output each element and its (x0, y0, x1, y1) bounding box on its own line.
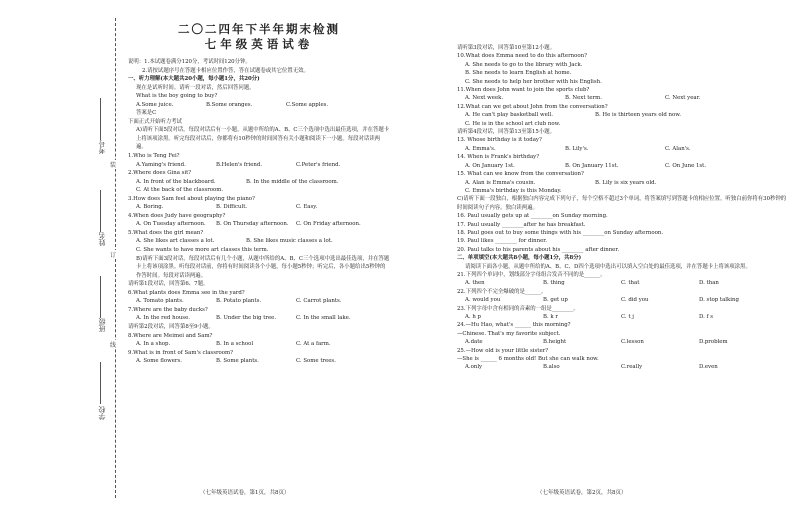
options-row (128, 203, 390, 212)
option: D. f s (699, 314, 714, 320)
option: B. k r (543, 314, 558, 320)
options-row (128, 237, 390, 246)
text-line: C. She needs to help her brother with his English. (465, 78, 602, 85)
question-text: 3.How does Sam feel about playing the piano? (128, 195, 255, 202)
option: D.problem (699, 339, 728, 346)
class-label: 班级 (98, 318, 106, 332)
text-line: 24.—Hu Hao, what's ______ this morning? (457, 322, 571, 329)
text-line: 17. Paul usually ________after he has breakfast. (457, 221, 586, 228)
option: A. Boring. (136, 204, 164, 211)
option: A. In a shop. (136, 341, 171, 348)
text-line: 13. Whose birthday is it today? (457, 137, 542, 144)
exam-subtitle: 七年级英语试卷 (204, 37, 314, 51)
option: C. Some trees. (296, 358, 336, 365)
option: C. At the back of the classroom. (136, 187, 224, 194)
conversation-heading: 请听第1段对话，回答第6、7题。 (128, 281, 209, 288)
option: B.Helen's friend. (216, 161, 263, 168)
option: B.height (543, 339, 567, 346)
option: A. Next week. (465, 95, 504, 102)
conversation-heading: 请听第2段对话，回答第8至9小题。 (128, 323, 214, 330)
text-line: 12.What can we get about John from the conversation? (457, 103, 608, 110)
options-row (128, 340, 390, 349)
option: B. She likes music classes a lot. (246, 238, 333, 245)
options-row (457, 296, 787, 304)
options-row (457, 111, 787, 119)
example-question: What is the boy going to buy? (136, 93, 218, 100)
question-text: 8.Where are Meimei and Sam? (128, 332, 213, 339)
option: C.really (621, 364, 643, 371)
page-footer: （七年级英语试卷，第1页，共8页） (200, 490, 290, 496)
name-label: 姓名 (98, 232, 106, 246)
option: C. t j (621, 314, 634, 320)
option: A.Some juice. (136, 101, 174, 108)
option: D. stop talking (699, 297, 739, 304)
option: C.Peter's friend. (296, 161, 341, 168)
option: C.lesson (621, 339, 644, 346)
text-line: 25.—How old is your little sister? (457, 347, 549, 354)
option: A. On January 1st. (465, 162, 515, 169)
options-row (457, 363, 787, 371)
part-a-instructions: A)请听下面5段对话，每段对话后有一小题，从题中所给的A、B、C三个选项中选出最佳选项，并在答题卡上将该项涂黑。听完每段对话后，你都将有10秒钟的时间回答有关小题和阅读下一小题。每段对话读两遍。 (136, 127, 390, 151)
option: B.also (543, 364, 560, 371)
option: A. then (465, 280, 485, 287)
question-text: 4.When does Judy have geography? (128, 212, 226, 219)
option: C. She wants to have more art classes this term. (136, 247, 269, 254)
example-intro: 现在是试听时间。请听一段对话，然后回答问题。 (136, 84, 255, 91)
option: B. In a school (216, 341, 254, 348)
text-line: 18. Paul goes out to buy some things with his ________on Sunday afternoon. (457, 229, 664, 236)
option: B. Potato plants. (216, 298, 262, 305)
option: C. Carrot plants. (296, 298, 342, 305)
option: A.only (465, 364, 483, 371)
text-line: A. She needs to go to the library with Jack. (465, 61, 583, 68)
text-line: C. He is in the school art club now. (465, 120, 561, 127)
example-answer: 答案是C (136, 110, 157, 117)
section-heading: 一、听力理解(本大题共20小题，每小题1分，共20分) (128, 76, 260, 83)
options-row (457, 179, 787, 187)
note: 2.请按试题序号在答题卡相应位置作答，答在试题卷或其它位置无效。 (142, 67, 309, 74)
option: B.Some oranges. (206, 101, 253, 108)
question-text: 2.Where does Gina sit? (128, 170, 192, 177)
option: B. thing (543, 280, 565, 287)
option: C. In the small lake. (296, 315, 351, 322)
text-line: C. Emma's birthday is this Monday. (465, 187, 562, 194)
options-row (457, 94, 787, 102)
options-row (457, 279, 787, 287)
option: C. Alan's. (665, 145, 691, 152)
options-row (128, 314, 390, 323)
left-content (128, 22, 390, 366)
text-line: 21.下列四个单词中，划线部分字母组合发音不同的是______。 (457, 271, 606, 278)
options-row (128, 246, 390, 255)
name-line (100, 190, 101, 232)
option: A. He can't play basketball well. (465, 112, 553, 119)
question-block (128, 332, 390, 366)
question-text: 5.What does the girl mean? (128, 229, 204, 236)
option: A. On Tuesday afternoon. (136, 221, 206, 228)
text-line: —She is ______ 6 months old! But she can walk now. (457, 356, 599, 363)
text-line: 请听第3段对话，回答第10至第12小题。 (457, 45, 556, 51)
option: A. would you (465, 297, 501, 304)
option: B. He is thirteen years old now. (595, 112, 681, 119)
bind-mark: 装 (110, 162, 117, 169)
option: C. At a farm. (296, 341, 331, 348)
text-line: 16. Paul usually gets up at ________on Sunday morning. (457, 213, 608, 220)
text-line: 22.下列四个不完全爆破的是______。 (457, 288, 547, 295)
options-row (457, 145, 787, 153)
option: A.date (465, 339, 483, 346)
bind-mark: 线 (110, 342, 117, 349)
options-row (457, 162, 787, 170)
note: 说明：1.本试题卷满分120分，考试时间120分钟。 (128, 59, 251, 65)
exam-no-line (100, 98, 101, 140)
option: A. Alan is Emma's cousin. (465, 179, 536, 186)
text-line: B. She needs to learn English at home. (465, 70, 572, 77)
example-options (128, 101, 390, 110)
option: C. On June 1st. (665, 162, 707, 169)
text-line: 请阅读下面各小题，从题中所给的A、B、C、D四个选项中选出可以填入空白处的最佳选项，并在答题卡上将该项涂黑。 (465, 263, 751, 270)
option: C. Easy. (296, 204, 318, 211)
text-line: 15. What can we know from the conversation? (457, 171, 584, 178)
options-row (128, 186, 390, 195)
option: B. Some plants. (216, 358, 259, 365)
option: D.even (699, 364, 718, 371)
page-footer: （七年级英语试卷，第2页，共8页） (537, 490, 627, 496)
option: A. She likes art classes a lot. (136, 238, 215, 245)
option: C. On Friday afternoon. (296, 221, 361, 228)
start-text: 下面正式开始听力考试 (128, 118, 182, 125)
question-text: 9.What is in front of Sam's classroom? (128, 349, 234, 356)
option: A. Tomato plants. (136, 298, 184, 305)
option: B. Under the big tree. (216, 315, 277, 322)
text-line: 11.When does John want to join the sports club? (457, 87, 590, 94)
options-row (128, 297, 390, 306)
option: A. In the red house. (136, 315, 190, 322)
text-line: 20. Paul talks to his parents about his ________ after dinner. (457, 246, 620, 253)
option: B. On January 11st. (565, 162, 619, 169)
question-block (128, 152, 390, 255)
option: B. get up (543, 297, 568, 304)
question-text: 1.Who is Teng Fei? (128, 153, 180, 160)
option: C. did you (621, 297, 649, 304)
text-line: C)请听下面一段独白，根据独白内容完成下列句子，每个空格不超过3个单词，将答案填写到答题卡的相应位置。听独白前你将有30秒钟的时间阅读句子内容。独白读两遍。 (457, 196, 787, 211)
option: A. In front of the blackboard. (136, 178, 216, 185)
options-row (457, 313, 787, 321)
option: A. Emma's. (465, 145, 496, 152)
part-b-instructions: B)请听下面3段对话，每段对话后有几个小题，从题中所给的A、B、C三个选项中选出最佳选项，并在答题卡上将该项涂黑。听每段对话前，你将有时间阅读各个小题，每小题5秒钟；听完后，各小题给出5秒钟的作答时间。每段对话读两遍。 (136, 255, 390, 279)
binding-margin (0, 0, 120, 514)
text-line: 10.What does Emma need to do this afternoon? (457, 53, 587, 60)
option: A.Yaming's friend. (136, 161, 186, 168)
options-row (128, 178, 390, 187)
text-line: 19. Paul likes ________ for dinner. (457, 238, 547, 245)
class-line (100, 276, 101, 318)
bind-mark: 订 (110, 252, 117, 259)
options-row (128, 220, 390, 229)
right-page (397, 0, 794, 514)
options-row (128, 357, 390, 366)
option: A. Some flowers. (136, 358, 182, 365)
option: B. Next term. (565, 95, 602, 102)
section-heading: 二、单项填空(本大题共8小题，每小题1分，共8分) (457, 255, 582, 262)
question-text: 7.Where are the baby ducks? (128, 306, 208, 313)
right-content (457, 44, 787, 372)
exam-no-label: 考号 (98, 140, 106, 154)
option: C. Next year. (665, 95, 701, 102)
option: D. than (699, 280, 719, 287)
exam-title: 二〇二四年下半年期末检测 (178, 22, 340, 36)
school-line (100, 362, 101, 404)
options-row (128, 161, 390, 170)
text-line: 请听第4段对话，回答第13至第15小题。 (457, 129, 556, 136)
question-text: 6.What plants does Emma see in the yard? (128, 289, 245, 296)
option: A. h p (465, 314, 481, 320)
text-line: 14. When is Frank's birthday? (457, 154, 540, 161)
option: B. On Thursday afternoon. (216, 221, 289, 228)
option: C. that (621, 280, 640, 287)
text-line: —Chinese. That's my favorite subject. (457, 330, 561, 337)
options-row (457, 338, 787, 346)
option: B. Lily's. (565, 145, 589, 152)
text-line: 23.下列字母中含有相同的音素的一组是________。 (457, 305, 579, 312)
option: B. Difficult. (216, 204, 248, 211)
school-label: 学校 (98, 406, 106, 420)
option: B. Lily is six years old. (595, 179, 657, 186)
option: B. In the middle of the classroom. (246, 178, 339, 185)
question-block (128, 289, 390, 323)
option: C.Some apples. (286, 101, 329, 108)
